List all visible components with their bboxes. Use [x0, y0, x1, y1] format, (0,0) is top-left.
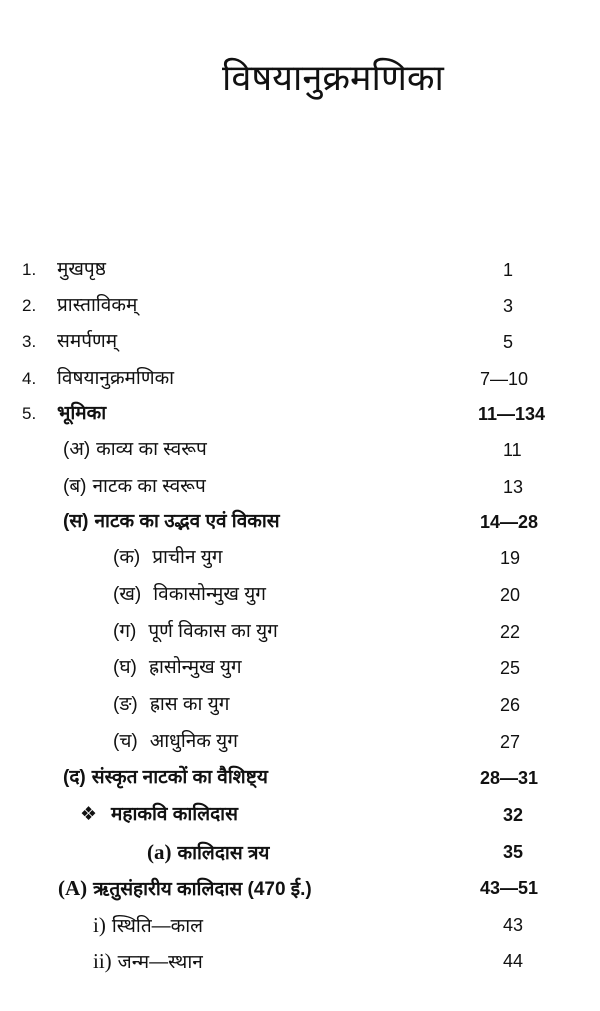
entry-label: काव्य का स्वरूप [96, 439, 207, 460]
page-number: 11—134 [478, 404, 546, 424]
entry-title [63, 505, 280, 539]
entry-number: 5. [22, 404, 37, 423]
page-number: 7—10 [480, 369, 529, 389]
entry-label: प्राचीन युग [152, 547, 223, 568]
page-number: 35 [503, 842, 524, 862]
entry-title [113, 651, 242, 685]
toc-entry [0, 944, 600, 978]
entry-marker: (च) [113, 731, 138, 752]
page-number: 19 [500, 548, 521, 568]
page-number: 27 [500, 732, 521, 752]
page-title: विषयानुक्रमणिका [222, 57, 444, 98]
entry-number: 4. [22, 369, 37, 388]
toc-entry [0, 433, 600, 467]
entry-title [93, 944, 203, 980]
entry-marker: (अ) [63, 439, 91, 460]
entry-label: प्रास्ताविकम् [57, 295, 138, 316]
entry-title [57, 253, 106, 287]
toc-entry [0, 761, 600, 795]
entry-marker: ii) [93, 949, 112, 973]
entry-title [147, 835, 269, 871]
diamond-bullet-icon: ❖ [80, 804, 98, 825]
entry-title [57, 325, 117, 359]
entry-label: विषयानुक्रमणिका [57, 368, 175, 389]
entry-title [57, 362, 174, 396]
page-number: 22 [500, 622, 521, 642]
toc-entry [0, 289, 600, 323]
toc-entry [0, 651, 600, 685]
entry-marker: (A) [58, 876, 88, 900]
toc-entry [0, 908, 600, 942]
page-number: 44 [503, 951, 524, 971]
page-number: 25 [500, 658, 521, 678]
entry-label: मुखपृष्ठ [57, 259, 106, 280]
toc-entry [0, 470, 600, 504]
toc-entry [0, 798, 600, 832]
entry-title [63, 470, 206, 504]
entry-title [58, 871, 312, 907]
entry-marker: (ख) [113, 584, 142, 605]
entry-title [113, 615, 278, 649]
page-number: 1 [503, 260, 514, 280]
entry-label: ह्रास का युग [149, 694, 230, 715]
entry-number: 2. [22, 296, 37, 315]
toc-entry [0, 688, 600, 722]
entry-label: जन्म—स्थान [117, 952, 203, 973]
page-number: 13 [503, 477, 524, 497]
entry-label: स्थिति—काल [111, 916, 204, 937]
toc-entry [0, 325, 600, 359]
toc-entry [0, 505, 600, 539]
entry-marker: (ङ) [113, 694, 138, 715]
entry-title [80, 798, 238, 832]
page-number: 14—28 [480, 512, 539, 532]
page-number: 20 [500, 585, 521, 605]
entry-label: आधुनिक युग [149, 731, 238, 752]
page-number: 5 [503, 332, 514, 352]
entry-marker: (ब) [63, 476, 87, 497]
entry-title [113, 541, 223, 575]
entry-marker: (क) [113, 547, 141, 568]
entry-title [57, 397, 106, 431]
entry-label: ह्रासोन्मुख युग [148, 657, 242, 678]
toc-entry [0, 615, 600, 649]
entry-title [113, 578, 266, 612]
toc-entry [0, 362, 600, 396]
entry-title [57, 289, 137, 323]
entry-number: 1. [22, 260, 37, 279]
entry-label: भूमिका [57, 403, 107, 424]
entry-title [93, 908, 203, 944]
toc-entry [0, 871, 600, 905]
entry-label: समर्पणम् [57, 331, 118, 352]
entry-marker: (a) [147, 840, 172, 864]
page-number: 3 [503, 296, 514, 316]
entry-title [113, 688, 229, 722]
page-number: 28—31 [480, 768, 539, 788]
entry-label: महाकवि कालिदास [111, 804, 238, 825]
entry-label: कालिदास त्रय [177, 843, 270, 864]
toc-entry [0, 725, 600, 759]
entry-marker: (द) [63, 767, 86, 788]
entry-label: नाटक का उद्भव एवं विकास [94, 511, 280, 532]
entry-marker: i) [93, 913, 106, 937]
toc-entry [0, 253, 600, 287]
entry-label: संस्कृत नाटकों का वैशिष्ट्य [91, 767, 268, 788]
entry-number: 3. [22, 332, 37, 351]
toc-entry [0, 835, 600, 869]
entry-label: विकासोन्मुख युग [153, 584, 266, 605]
toc-entry [0, 578, 600, 612]
entry-title [113, 725, 238, 759]
entry-marker: (घ) [113, 657, 137, 678]
page-number: 11 [503, 440, 522, 460]
toc-entry [0, 541, 600, 575]
page-number: 43 [503, 915, 524, 935]
toc-entry [0, 397, 600, 431]
entry-title [63, 761, 268, 795]
entry-label: नाटक का स्वरूप [92, 476, 206, 497]
entry-label: पूर्ण विकास का युग [148, 621, 278, 642]
entry-label: ऋतुसंहारीय कालिदास (470 ई.) [93, 879, 312, 900]
page-number: 32 [503, 805, 524, 825]
entry-title [63, 433, 207, 467]
entry-marker: (ग) [113, 621, 137, 642]
page-number: 26 [500, 695, 521, 715]
entry-marker: (स) [63, 511, 89, 532]
page-number: 43—51 [480, 878, 539, 898]
